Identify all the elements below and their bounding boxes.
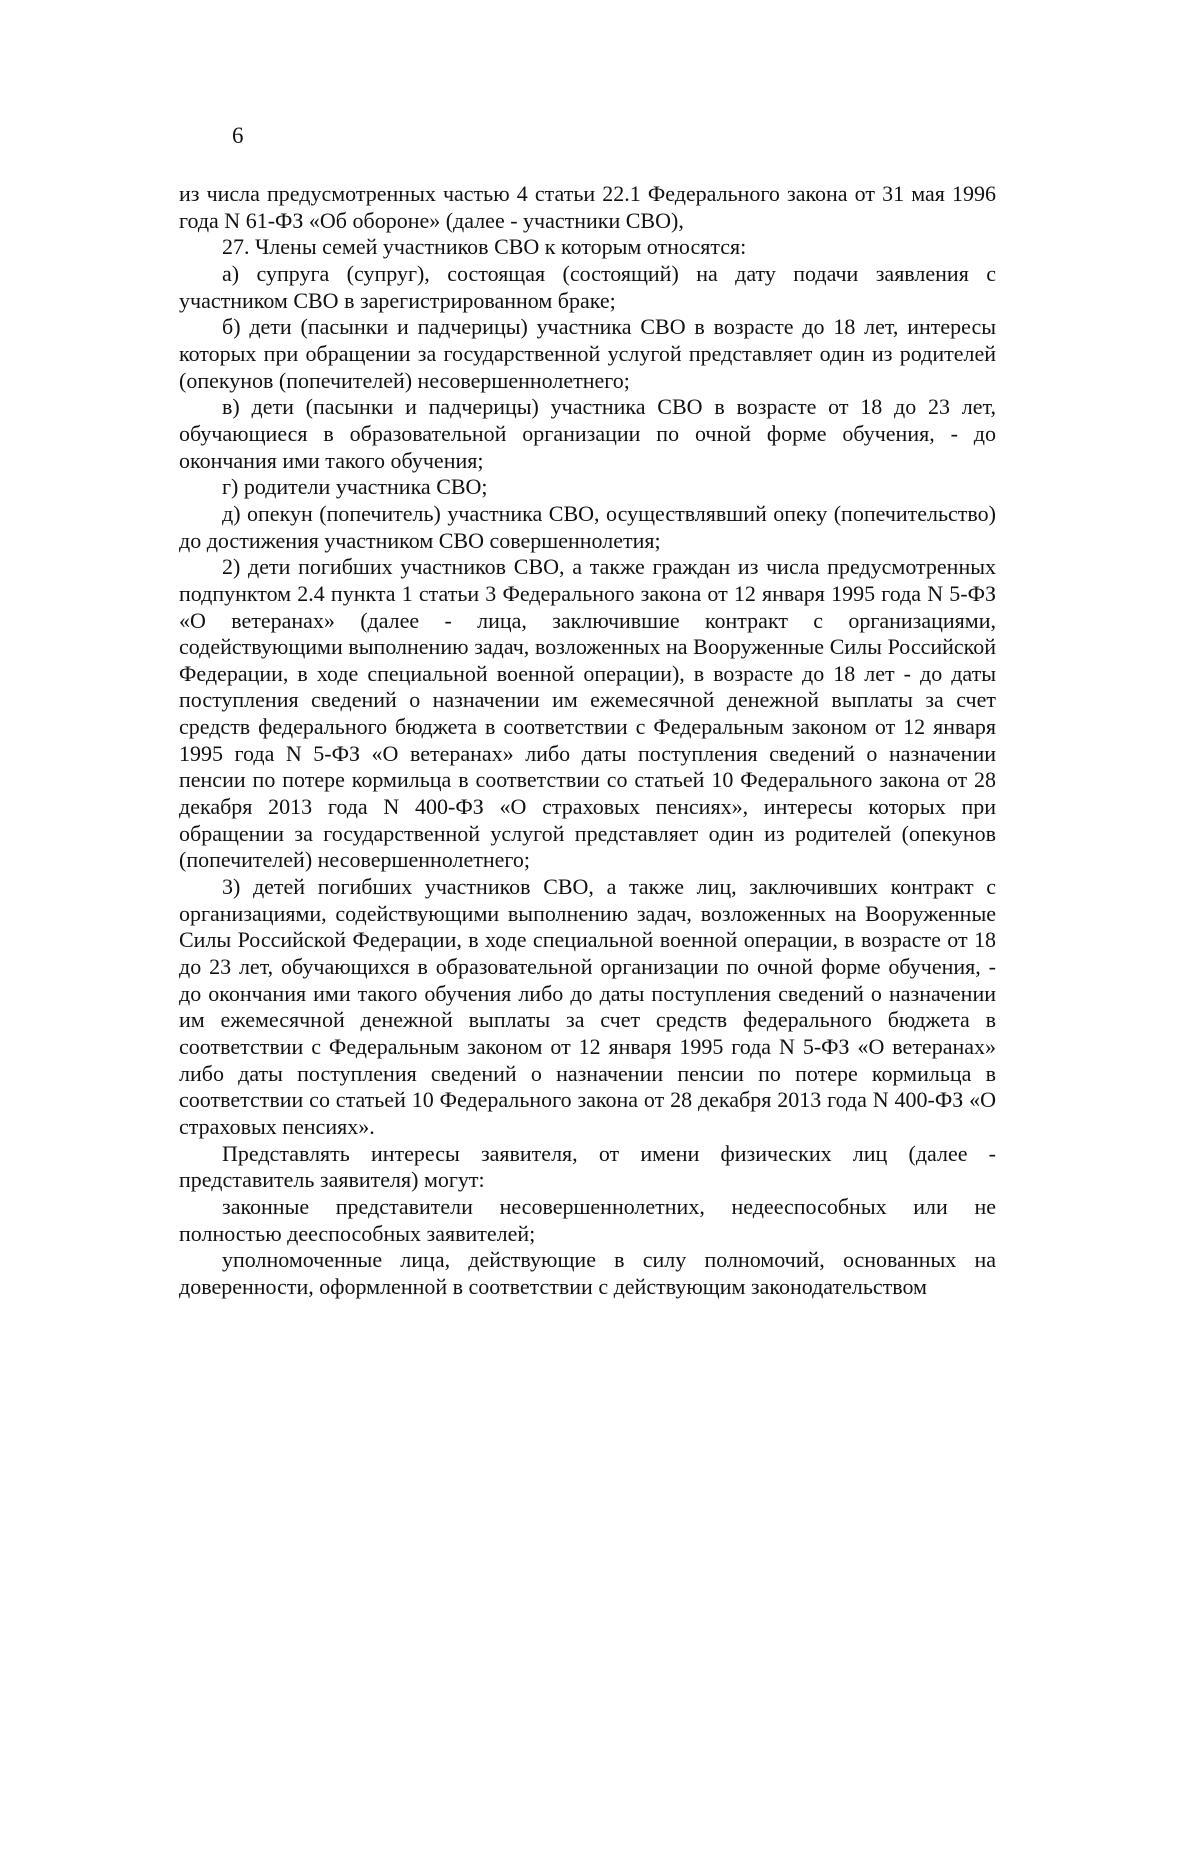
paragraph-representatives: Представлять интересы заявителя, от имени физических лиц (далее - представитель заявителя) могут: [179, 1140, 996, 1193]
paragraph-item-27: 27. Члены семей участников СВО к которым относятся: [222, 234, 747, 260]
paragraph-subitem-g: г) родители участника СВО; [222, 474, 488, 500]
paragraph-subitem-b: б) дети (пасынки и падчерицы) участника СВО в возрасте до 18 лет, интересы которых при обращении за государственной услугой представляет один из родителей (опекунов (попечителей) несовершеннолетнего; [179, 314, 996, 393]
document-body [179, 181, 996, 1301]
paragraph-continuation: из числа предусмотренных частью 4 статьи 22.1 Федерального закона от 31 мая 1996 года N 61-ФЗ «Об обороне» (далее - участники СВО), [179, 181, 996, 233]
paragraph-item-2: 2) дети погибших участников СВО, а также граждан из числа предусмотренных подпунктом 2.4 пункта 1 статьи 3 Федерального закона от 12 января 1995 года N 5-ФЗ «О ветеранах» (далее - лица, заключившие контракт с организациями, содействующими выполнению задач, возложенных на Вооруженные Силы Российской Федерации, в ходе специальной военной операции), в возрасте до 18 лет - до даты поступления сведений о назначении им ежемесячной денежной выплаты за счет средств федерального бюджета в соответствии с Федеральным законом от 12 января 1995 года N 5-ФЗ «О ветеранах» либо даты поступления сведений о назначении пенсии по потере кормильца в соответствии со статьей 10 Федерального закона от 28 декабря 2013 года N 400-ФЗ «О страховых пенсиях», интересы которых при обращении за государственной услугой представляет один из родителей (опекунов (попечителей) несовершеннолетнего; [179, 554, 996, 873]
paragraph-subitem-d: д) опекун (попечитель) участника СВО, осуществлявший опеку (попечительство) до достижения участником СВО совершеннолетия; [179, 500, 996, 553]
paragraph-item-3: 3) детей погибших участников СВО, а также лиц, заключивших контракт с организациями, содействующими выполнению задач, возложенных на Вооруженные Силы Российской Федерации, в ходе специальной военной операции, в возрасте от 18 до 23 лет, обучающихся в образовательной организации по очной форме обучения, - до окончания ими такого обучения либо до даты поступления сведений о назначении им ежемесячной денежной выплаты за счет средств федерального бюджета в соответствии с Федеральным законом от 12 января 1995 года N 5-ФЗ «О ветеранах» либо даты поступления сведений о назначении пенсии по потере кормильца в соответствии со статьей 10 Федерального закона от 28 декабря 2013 года N 400-ФЗ «О страховых пенсиях». [179, 874, 996, 1139]
paragraph-subitem-a: а) супруга (супруг), состоящая (состоящий) на дату подачи заявления с участником СВО в зарегистрированном браке; [179, 260, 996, 313]
page-number: 6 [232, 123, 244, 148]
paragraph-legal-representatives: законные представители несовершеннолетних, недееспособных или не полностью дееспособных заявителей; [179, 1193, 996, 1246]
paragraph-authorized-persons: уполномоченные лица, действующие в силу полномочий, основанных на доверенности, оформленной в соответствии с действующим законодательством [179, 1247, 996, 1299]
paragraph-subitem-v: в) дети (пасынки и падчерицы) участника СВО в возрасте от 18 до 23 лет, обучающиеся в образовательной организации по очной форме обучения, - до окончания ими такого обучения; [179, 394, 996, 473]
